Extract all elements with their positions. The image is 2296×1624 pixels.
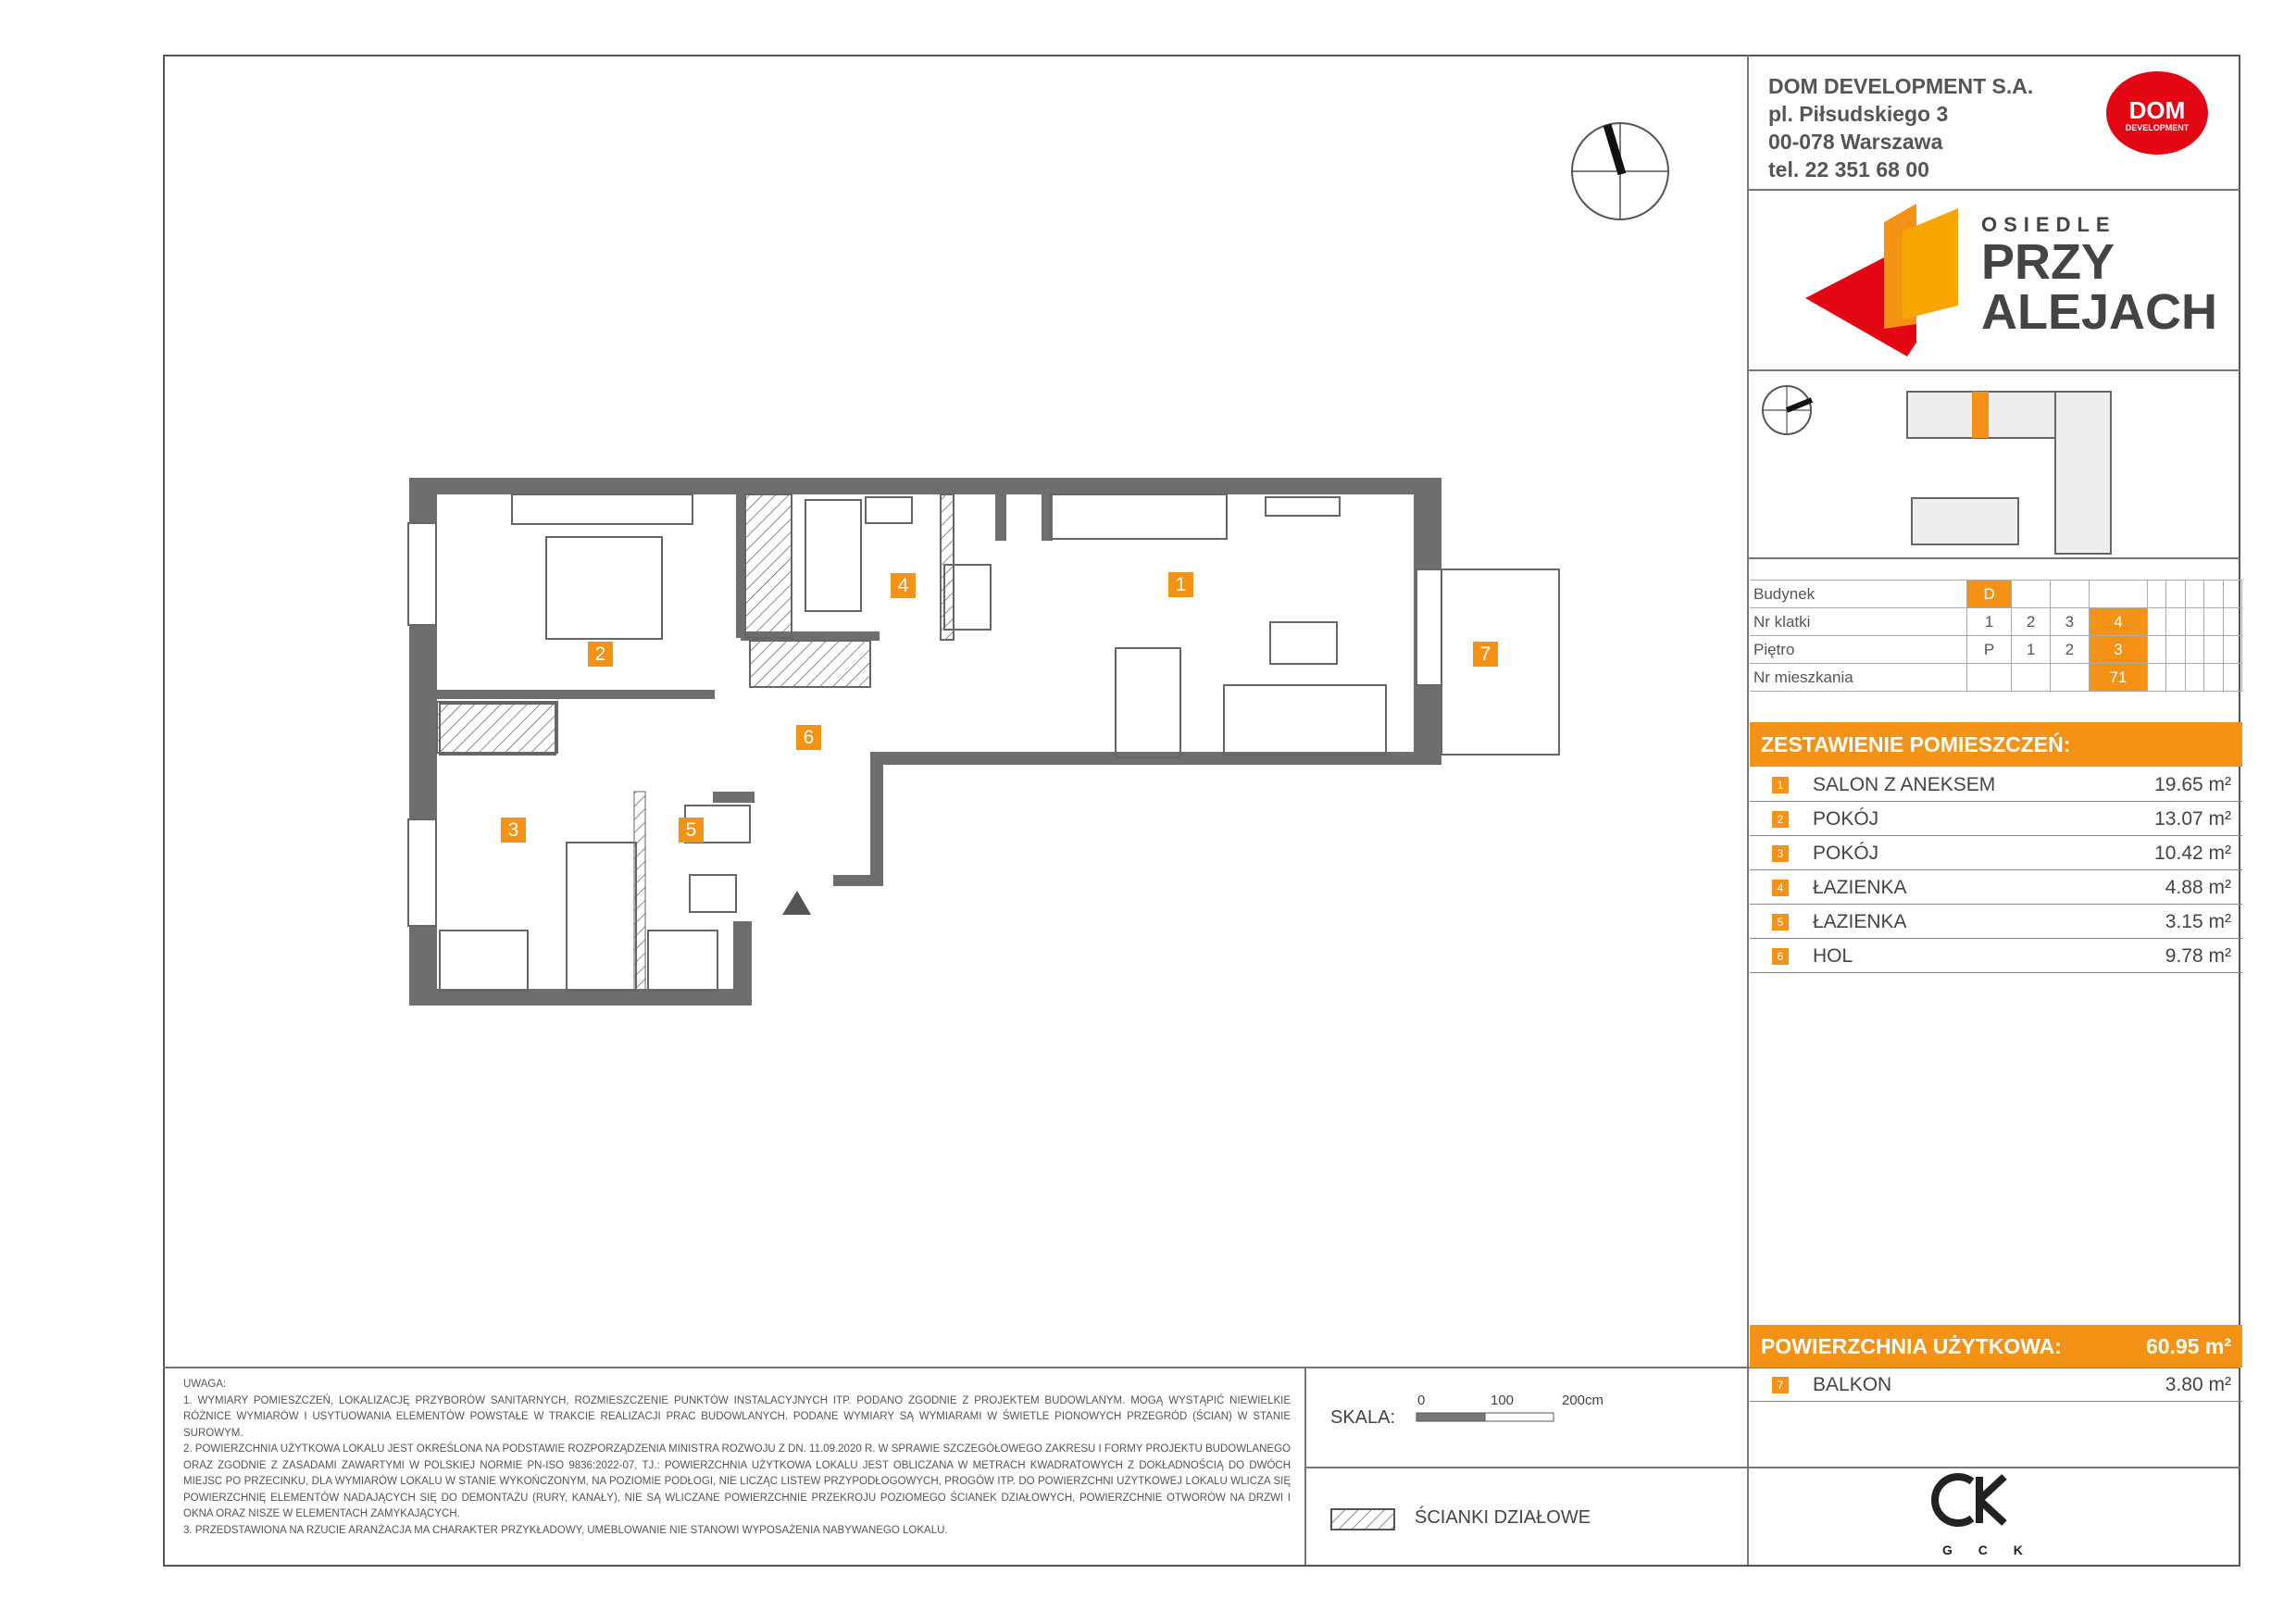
room-area: 19.65 m² [2154, 773, 2231, 795]
room-row [1750, 837, 2242, 870]
project-logo-text [1981, 213, 2218, 340]
note-2: 2. POWIERZCHNIA UŻYTKOWA LOKALU JEST OKREŚLONA NA PODSTAWIE ROZPORZĄDZENIA MINISTRA ROZWOJU Z DN. 11.09.2020 R. W SPRAWIE SZCZEGÓŁOWEGO ZAKRESU I FORMY PROJEKTU BUDOWLANEGO ORAZ ZGODNIE Z ZASADAMI ZAWARTYMI W POLSKIEJ NORMIE PN-ISO 9836:2022-07, TJ.: POWIERZCHNIA UŻYTKOWA LOKALU JEST OBLICZANA W METRACH KWADRATOWYCH Z DOKŁADNOŚCIĄ DO DWÓCH MIEJSC PO PRZECINKU, DLA WYMIARÓW LOKALU W STANIE WYKOŃCZONYM, NA POZIOMIE PODŁOGI, NIE LICZĄC LISTEW PRZYPODŁOGOWYCH, PROGÓW ITP. DO POWIERZCHNI UŻYTKOWEJ LOKALU WLICZA SIĘ POWIERZCHNIĘ ELEMENTÓW NADAJĄCYCH SIĘ DO DEMONTAŻU (RURY, KANAŁY), NIE SĄ WLICZANE POWIERZCHNIE PRZEKROJU POZIOMEGO ŚCIANEK DZIAŁOWYCH, POWIERZCHNIE OTWORÓW NA DRZWI I OKNA ORAZ NISZE W ELEMENTACH ZAMYKAJĄCYCH. [183, 1443, 1291, 1519]
info-cell: P [1967, 636, 2012, 664]
info-cell [2148, 664, 2166, 692]
company-name: DOM DEVELOPMENT S.A. [1768, 74, 2034, 98]
balcony-name: BALKON [1813, 1373, 1892, 1395]
gck-letters: G C K [1942, 1543, 2034, 1557]
room-row [1750, 803, 2242, 836]
scale-label: SKALA: [1330, 1407, 1396, 1428]
info-cell [2051, 581, 2090, 608]
scale-tick-200: 200cm [1562, 1393, 1604, 1408]
logo-line-2: PRZY [1981, 234, 2115, 290]
info-cell [2204, 664, 2223, 692]
info-cell: D [1967, 581, 2012, 608]
room-badge: 1 [1772, 777, 1789, 793]
room-tag-1: 1 [1168, 572, 1193, 597]
room-tag-5: 5 [679, 818, 704, 843]
company-city: 00-078 Warszawa [1768, 130, 1943, 154]
info-cell: 71 [2089, 664, 2147, 692]
info-cell [2148, 608, 2166, 636]
room-tag-4: 4 [891, 573, 916, 598]
info-row-label: Budynek [1750, 581, 1967, 608]
room-tag-3: 3 [501, 818, 526, 843]
info-cell [2166, 636, 2185, 664]
compass-icon [1572, 123, 1668, 219]
info-cell [2012, 664, 2051, 692]
room-row [1750, 768, 2242, 802]
info-cell [2012, 581, 2051, 608]
info-table [1750, 580, 2242, 692]
total-label: POWIERZCHNIA UŻYTKOWA: [1761, 1333, 2062, 1358]
info-cell: 4 [2089, 608, 2147, 636]
info-cell [1967, 664, 2012, 692]
notes-block [183, 1377, 1291, 1539]
room-area: 10.42 m² [2154, 842, 2231, 864]
room-area: 3.15 m² [2165, 910, 2231, 932]
osiedle-logo [1805, 204, 1958, 356]
info-cell: 3 [2089, 636, 2147, 664]
info-row [1750, 581, 2242, 608]
info-row [1750, 608, 2242, 636]
info-cell: 2 [2012, 608, 2051, 636]
room-name: SALON Z ANEKSEM [1813, 773, 1996, 795]
room-tag-7: 7 [1473, 642, 1498, 667]
room-name: HOL [1813, 944, 1853, 967]
info-cell [2204, 608, 2223, 636]
info-cell [2185, 608, 2203, 636]
apartment-walls [409, 478, 1441, 1006]
room-tag-2: 2 [588, 642, 613, 667]
legend-label: ŚCIANKI DZIAŁOWE [1415, 1507, 1591, 1528]
room-name: POKÓJ [1813, 807, 1879, 830]
info-cell [2051, 664, 2090, 692]
info-cell [2185, 636, 2203, 664]
note-1: 1. WYMIARY POMIESZCZEŃ, LOKALIZACJĘ PRZYBORÓW SANITARNYCH, ROZMIESZCZENIE PUNKTÓW INSTALACYJNYCH ITP. PODANO ZGODNIE Z PROJEKTEM BUDOWLANYM. MOGĄ WYSTĄPIĆ NIEWIELKIE RÓŻNICE WYMIARÓW I USYTUOWANIA ELEMENTÓW POWSTAŁE W TRAKCIE REALIZACJI PRAC BUDOWLANYCH. PODANE WYMIARY SĄ WYMIARAMI W ŚWIETLE PIONOWYCH PRZEGRÓD (ŚCIAN) W STANIE SUROWYM. [183, 1394, 1291, 1439]
company-phone: tel. 22 351 68 00 [1768, 157, 1929, 181]
room-badge: 5 [1772, 914, 1789, 931]
logo-line-1: OSIEDLE [1981, 213, 2116, 236]
info-cell [2185, 664, 2203, 692]
company-street: pl. Piłsudskiego 3 [1768, 102, 1949, 126]
rooms-header [1750, 722, 2242, 767]
balcony-badge: 7 [1772, 1377, 1789, 1393]
info-cell [2148, 581, 2166, 608]
company-address [1768, 72, 2033, 183]
info-cell: 2 [2051, 636, 2090, 664]
gck-logo-icon [1935, 1477, 2004, 1523]
room-badge: 3 [1772, 845, 1789, 862]
info-row-label: Nr klatki [1750, 608, 1967, 636]
room-name: ŁAZIENKA [1813, 876, 1907, 898]
info-cell [2166, 608, 2185, 636]
info-cell [2089, 581, 2147, 608]
info-row-label: Piętro [1750, 636, 1967, 664]
balcony-area: 3.80 m² [2165, 1373, 2231, 1395]
info-cell [2166, 581, 2185, 608]
info-row [1750, 636, 2242, 664]
info-cell [2223, 608, 2241, 636]
scale-tick-100: 100 [1491, 1393, 1515, 1408]
room-name: ŁAZIENKA [1813, 910, 1907, 932]
room-name: POKÓJ [1813, 842, 1879, 864]
key-plan [1907, 392, 2111, 554]
dom-logo-text [2109, 98, 2205, 133]
info-cell [2223, 581, 2241, 608]
room-badge: 6 [1772, 948, 1789, 965]
room-row [1750, 940, 2242, 973]
logo-line-3: ALEJACH [1981, 284, 2218, 340]
notes-title: UWAGA: [183, 1379, 227, 1390]
room-row [1750, 871, 2242, 905]
total-bar [1750, 1325, 2242, 1368]
info-cell [2223, 636, 2241, 664]
rooms-header-text: ZESTAWIENIE POMIESZCZEŃ: [1761, 731, 2071, 756]
total-value: 60.95 m² [2145, 1333, 2231, 1358]
room-tag-6: 6 [796, 725, 821, 750]
furniture [440, 494, 1386, 991]
dom-logo-top: DOM [2128, 96, 2186, 124]
info-cell [2185, 581, 2203, 608]
info-row-label: Nr mieszkania [1750, 664, 1967, 692]
scale-tick-0: 0 [1417, 1393, 1426, 1408]
info-cell [2148, 636, 2166, 664]
hatch-legend-swatch [1331, 1509, 1394, 1530]
room-row [1750, 906, 2242, 939]
info-row [1750, 664, 2242, 692]
note-3: 3. PRZEDSTAWIONA NA RZUCIE ARANŻACJA MA CHARAKTER PRZYKŁADOWY, UMEBLOWANIE NIE STANOWI WYPOSAŻENIA NABYWANEGO LOKALU. [183, 1524, 948, 1536]
room-area: 13.07 m² [2154, 807, 2231, 830]
info-cell: 1 [1967, 608, 2012, 636]
info-cell [2204, 581, 2223, 608]
info-cell [2166, 664, 2185, 692]
room-badge: 4 [1772, 880, 1789, 896]
info-cell [2223, 664, 2241, 692]
info-cell: 3 [2051, 608, 2090, 636]
room-badge: 2 [1772, 811, 1789, 828]
info-cell [2204, 636, 2223, 664]
room-area: 9.78 m² [2165, 944, 2231, 967]
compass-small-icon [1763, 386, 1812, 434]
scale-bar [1416, 1413, 1554, 1421]
room-area: 4.88 m² [2165, 876, 2231, 898]
info-cell: 1 [2012, 636, 2051, 664]
dom-logo-bottom: DEVELOPMENT [2125, 123, 2190, 132]
balcony-row [1750, 1368, 2242, 1402]
